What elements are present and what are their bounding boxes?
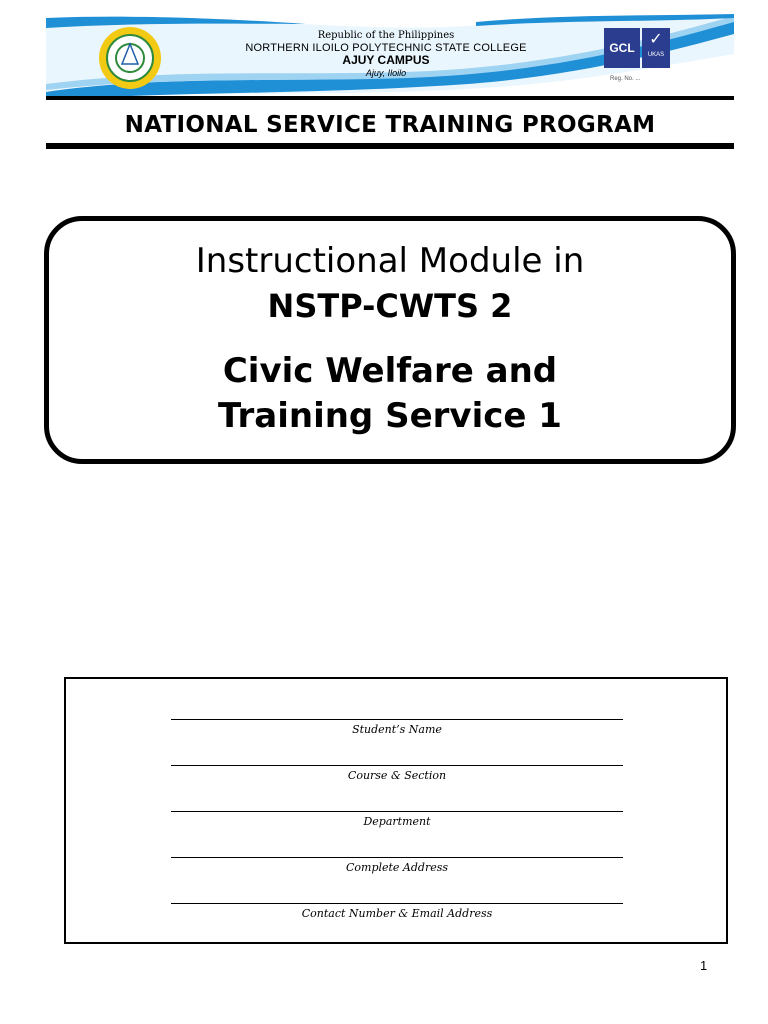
module-name-line-2: Training Service 1 xyxy=(218,395,562,436)
student-name-field[interactable] xyxy=(171,719,623,736)
college-seal xyxy=(98,26,162,90)
contact-field[interactable] xyxy=(171,903,623,920)
registration-number: Reg. No. ... xyxy=(610,76,641,82)
signature-line xyxy=(171,903,623,904)
title-rule xyxy=(46,143,734,149)
field-label: Student’s Name xyxy=(352,723,442,736)
check-icon: ✓ xyxy=(649,31,663,48)
certification-logo xyxy=(604,28,674,82)
signature-line xyxy=(171,857,623,858)
campus-name: AJUY CAMPUS xyxy=(342,53,430,68)
module-title-box xyxy=(44,216,736,464)
signature-line xyxy=(171,719,623,720)
republic-line: Republic of the Philippines xyxy=(317,30,455,41)
page-number: 1 xyxy=(700,958,708,973)
signature-line xyxy=(171,811,623,812)
module-code: NSTP-CWTS 2 xyxy=(267,287,513,325)
field-label: Department xyxy=(363,815,431,828)
department-field[interactable] xyxy=(171,811,623,828)
module-name-line-1: Civic Welfare and xyxy=(222,351,558,391)
program-title: NATIONAL SERVICE TRAINING PROGRAM xyxy=(124,112,656,138)
header-rule xyxy=(46,96,734,100)
college-heading xyxy=(196,30,576,78)
letterhead xyxy=(46,14,734,100)
ukas-badge: ✓ UKAS xyxy=(642,28,670,68)
address-field[interactable] xyxy=(171,857,623,874)
field-label: Contact Number & Email Address xyxy=(301,907,493,920)
field-label: Course & Section xyxy=(347,769,447,782)
college-name: NORTHERN ILOILO POLYTECHNIC STATE COLLEGE xyxy=(245,41,527,54)
campus-location: Ajuy, Iloilo xyxy=(365,67,407,78)
module-intro: Instructional Module in xyxy=(195,241,585,281)
gcl-badge: GCL xyxy=(604,28,640,68)
student-info-form xyxy=(64,677,728,944)
module-name xyxy=(49,349,731,439)
course-section-field[interactable] xyxy=(171,765,623,782)
field-label: Complete Address xyxy=(345,861,449,874)
signature-line xyxy=(171,765,623,766)
